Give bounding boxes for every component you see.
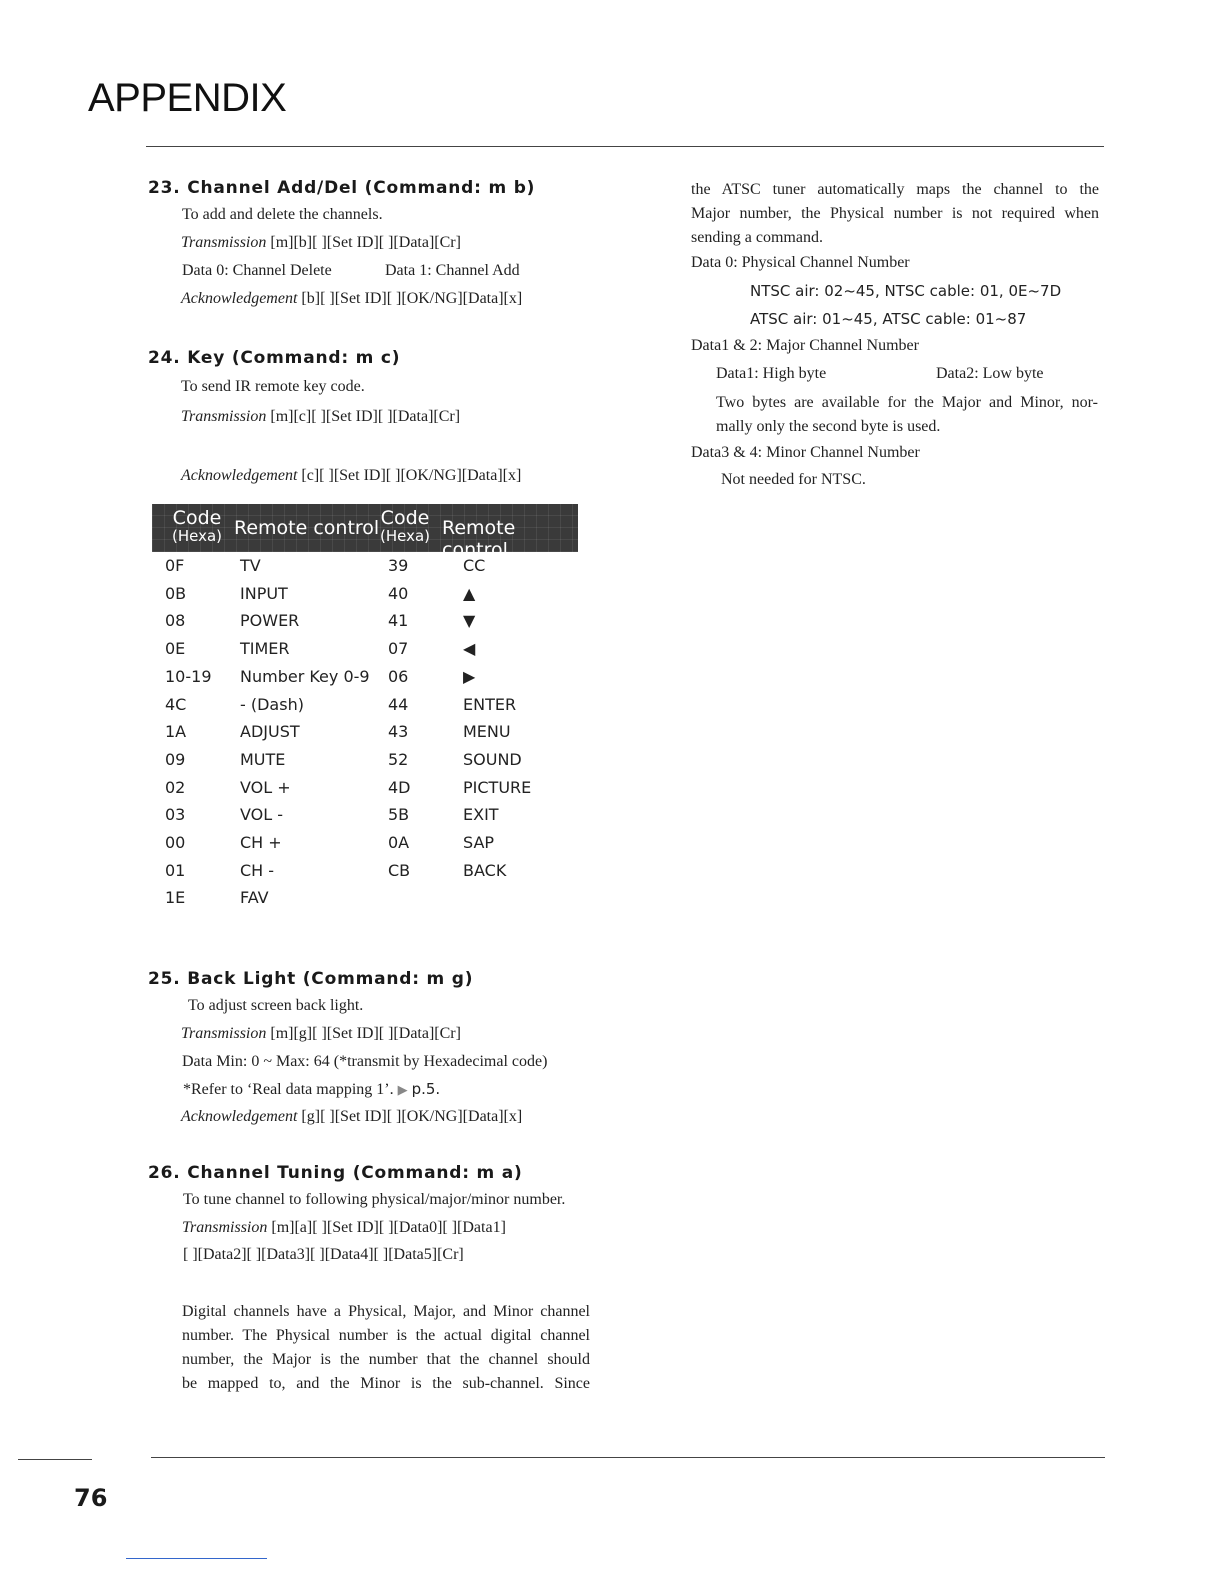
header-remote-2: Remote control: [442, 517, 516, 561]
transmission-value: [m][g][ ][Set ID][ ][Data][Cr]: [270, 1025, 461, 1042]
code-cell: 52: [388, 749, 409, 769]
remote-cell: PICTURE: [463, 777, 532, 797]
section-24-transmission: [181, 408, 460, 426]
para-line: Major number, the Physical number is not required when: [691, 205, 1099, 222]
section-26-transmission: [182, 1219, 506, 1237]
refer-page: p.5.: [411, 1080, 441, 1098]
code-cell: 06: [388, 666, 409, 686]
remote-cell: TV: [240, 556, 261, 575]
para-line: the ATSC tuner automatically maps the channel to the: [691, 181, 1099, 198]
page-number: 76: [74, 1484, 108, 1512]
remote-cell: Number Key 0-9: [240, 666, 370, 686]
transmission-label: Transmission: [181, 408, 267, 425]
acknowledgement-label: Acknowledgement: [181, 467, 298, 484]
code-cell: CB: [388, 860, 411, 880]
remote-cell: SAP: [463, 833, 495, 852]
code-cell: 44: [388, 694, 409, 714]
code-cell: 0E: [165, 639, 186, 659]
para-line: Digital channels have a Physical, Major, and Minor channel: [182, 1303, 590, 1320]
para-line: Two bytes are available for the Major and Minor, nor-: [716, 394, 1098, 411]
section-26-paragraph: [182, 1300, 590, 1396]
remote-cell: BACK: [463, 860, 507, 880]
section-24-acknowledgement: [181, 467, 521, 485]
para-line: number. The Physical number is the actual digital channel: [182, 1327, 590, 1344]
footer-divider: [151, 1457, 1105, 1458]
code-cell: 0A: [388, 833, 410, 852]
acknowledgement-value: [g][ ][Set ID][ ][OK/NG][Data][x]: [301, 1108, 523, 1125]
code-cell: 09: [165, 749, 186, 769]
remote-cell: POWER: [240, 611, 300, 631]
right-col-not-needed: Not needed for NTSC.: [721, 471, 866, 488]
code-cell: 40: [388, 583, 409, 603]
section-25-title: 25. Back Light (Command: m g): [148, 969, 474, 989]
remote-cell: MUTE: [240, 749, 286, 769]
remote-cell: CH -: [240, 860, 275, 880]
code-cell: 10-19: [165, 666, 212, 686]
code-cell: 0F: [165, 556, 185, 575]
section-23-data1: Data 1: Channel Add: [385, 262, 520, 279]
right-col-atsc: ATSC air: 01~45, ATSC cable: 01~87: [750, 310, 1027, 328]
remote-cell: CH +: [240, 833, 282, 852]
right-col-data2-low: Data2: Low byte: [936, 365, 1044, 382]
code-cell: 01: [165, 860, 186, 880]
remote-cell: - (Dash): [240, 694, 304, 714]
para-line: number, the Major is the number that the channel should: [182, 1351, 590, 1368]
section-25-refer: [183, 1080, 440, 1099]
section-23-title: 23. Channel Add/Del (Command: m b): [148, 178, 536, 198]
code-cell: 0B: [165, 583, 187, 603]
code-cell: 07: [388, 639, 409, 659]
link-underline: [126, 1558, 267, 1559]
section-25-acknowledgement: [181, 1108, 522, 1126]
acknowledgement-value: [c][ ][Set ID][ ][OK/NG][Data][x]: [301, 467, 522, 484]
remote-cell: SOUND: [463, 749, 522, 769]
right-col-data12: Data1 & 2: Major Channel Number: [691, 337, 919, 354]
section-26-transmission-cont: [ ][Data2][ ][Data3][ ][Data4][ ][Data5][Cr]: [183, 1246, 464, 1263]
section-26-desc: To tune channel to following physical/major/minor number.: [183, 1191, 566, 1208]
code-cell: 1A: [165, 722, 187, 742]
code-cell: 41: [388, 611, 409, 631]
header-remote-1: Remote control: [234, 517, 380, 539]
header-code-2: Code (Hexa): [379, 507, 431, 545]
transmission-value: [m][c][ ][Set ID][ ][Data][Cr]: [270, 408, 461, 425]
transmission-value: [m][a][ ][Set ID][ ][Data0][ ][Data1]: [271, 1219, 506, 1236]
refer-text: *Refer to ‘Real data mapping 1’.: [183, 1081, 394, 1098]
transmission-label: Transmission: [181, 1025, 267, 1042]
remote-cell: VOL -: [240, 805, 284, 825]
refer-arrow-icon: ▶: [397, 1082, 408, 1097]
section-25-data-range: Data Min: 0 ~ Max: 64 (*transmit by Hexadecimal code): [182, 1053, 548, 1070]
right-col-data0: Data 0: Physical Channel Number: [691, 254, 910, 271]
remote-cell: ▼: [463, 611, 476, 631]
right-col-ntsc: NTSC air: 02~45, NTSC cable: 01, 0E~7D: [750, 282, 1062, 300]
right-col-data34: Data3 & 4: Minor Channel Number: [691, 444, 920, 461]
acknowledgement-label: Acknowledgement: [181, 290, 298, 307]
code-cell: 1E: [165, 888, 186, 908]
acknowledgement-value: [b][ ][Set ID][ ][OK/NG][Data][x]: [301, 290, 523, 307]
remote-cell: ENTER: [463, 694, 517, 714]
header-divider: [146, 146, 1104, 147]
code-cell: 03: [165, 805, 186, 825]
section-23-desc: To add and delete the channels.: [182, 206, 383, 223]
remote-cell: TIMER: [240, 639, 290, 659]
section-24-desc: To send IR remote key code.: [181, 378, 365, 395]
header-code-1: Code (Hexa): [171, 507, 223, 545]
remote-cell: ADJUST: [240, 722, 300, 742]
footer-short-divider: [18, 1459, 92, 1460]
para-line: sending a command.: [691, 229, 823, 246]
remote-cell: INPUT: [240, 583, 288, 603]
code-cell: 39: [388, 556, 409, 575]
section-25-desc: To adjust screen back light.: [188, 997, 364, 1014]
section-23-acknowledgement: [181, 290, 522, 308]
remote-cell: VOL +: [240, 777, 291, 797]
right-col-paragraph: [691, 178, 1099, 250]
code-cell: 43: [388, 722, 409, 742]
section-26-title: 26. Channel Tuning (Command: m a): [148, 1163, 523, 1183]
remote-cell: ▲: [463, 583, 476, 603]
section-24-title: 24. Key (Command: m c): [148, 348, 401, 368]
code-cell: 4D: [388, 777, 411, 797]
acknowledgement-label: Acknowledgement: [181, 1108, 298, 1125]
code-cell: 5B: [388, 805, 410, 825]
code-cell: 00: [165, 833, 186, 852]
para-line: mally only the second byte is used.: [716, 418, 941, 435]
remote-cell: EXIT: [463, 805, 499, 825]
right-col-data1-high: Data1: High byte: [716, 365, 827, 382]
code-cell: 08: [165, 611, 186, 631]
page-title: APPENDIX: [88, 76, 287, 120]
transmission-value: [m][b][ ][Set ID][ ][Data][Cr]: [270, 234, 461, 251]
remote-cell: ▶: [463, 666, 476, 686]
remote-cell: MENU: [463, 722, 511, 742]
transmission-label: Transmission: [182, 1219, 268, 1236]
code-cell: 4C: [165, 694, 187, 714]
code-cell: 02: [165, 777, 186, 797]
section-25-transmission: [181, 1025, 461, 1043]
section-23-transmission: [181, 234, 461, 252]
remote-cell: ◀: [463, 639, 476, 659]
remote-cell: CC: [463, 556, 486, 575]
right-col-two-bytes: [716, 391, 1098, 439]
remote-cell: FAV: [240, 888, 269, 908]
section-23-data0: Data 0: Channel Delete: [182, 262, 332, 279]
key-table-header: [152, 504, 578, 561]
para-line: be mapped to, and the Minor is the sub-channel. Since: [182, 1375, 590, 1392]
transmission-label: Transmission: [181, 234, 267, 251]
